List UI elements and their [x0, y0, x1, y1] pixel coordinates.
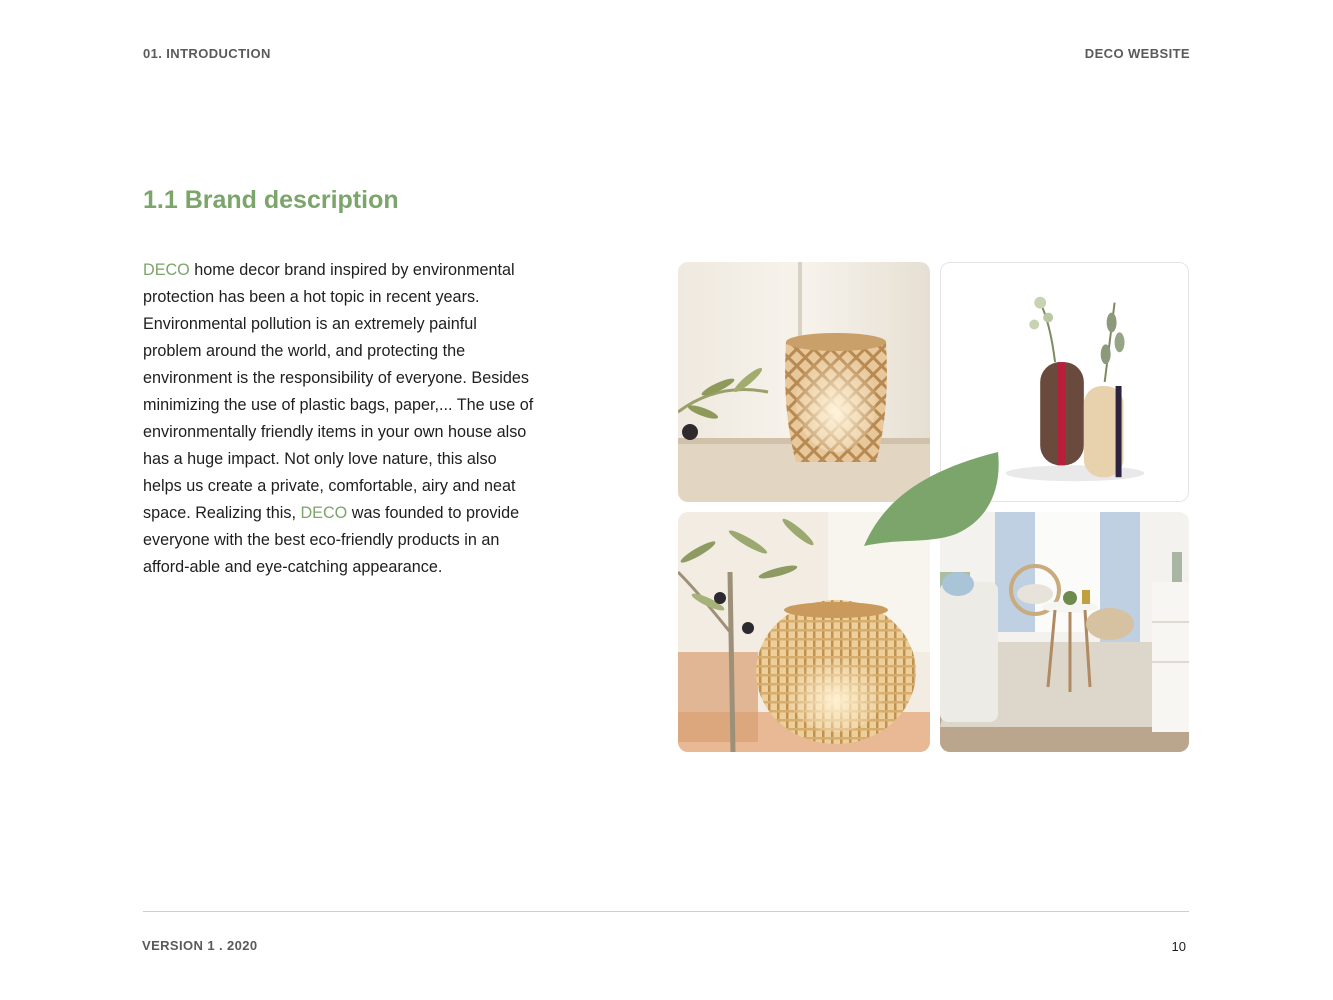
- brand-name: DECO: [143, 261, 190, 279]
- section-label: 01. INTRODUCTION: [143, 46, 271, 61]
- description-text: home decor brand inspired by environmental protection has been a hot topic in recent years. Environmental pollution is an extremely painful problem around the world, and protecting the environment is the responsibility of everyone. Besides minimizing the use of plastic bags, paper,... The use of environmentally friendly items in your own house also has a huge impact. Not only love nature, this also helps us create a private, comfortable, airy and neat space. Realizing this,: [143, 261, 534, 522]
- project-label: DECO WEBSITE: [1084, 46, 1190, 61]
- description-text: was founded to provide everyone with the best eco-friendly products in an afford-able and eye-catching appearance.: [143, 504, 520, 576]
- brand-name: DECO: [300, 504, 348, 522]
- leaf-icon: [860, 450, 1002, 550]
- page-number: 10: [1171, 939, 1186, 954]
- brand-description: [143, 257, 535, 581]
- version-label: VERSION 1 . 2020: [142, 938, 258, 953]
- page-title: 1.1 Brand description: [143, 186, 399, 214]
- footer-divider: [143, 911, 1189, 912]
